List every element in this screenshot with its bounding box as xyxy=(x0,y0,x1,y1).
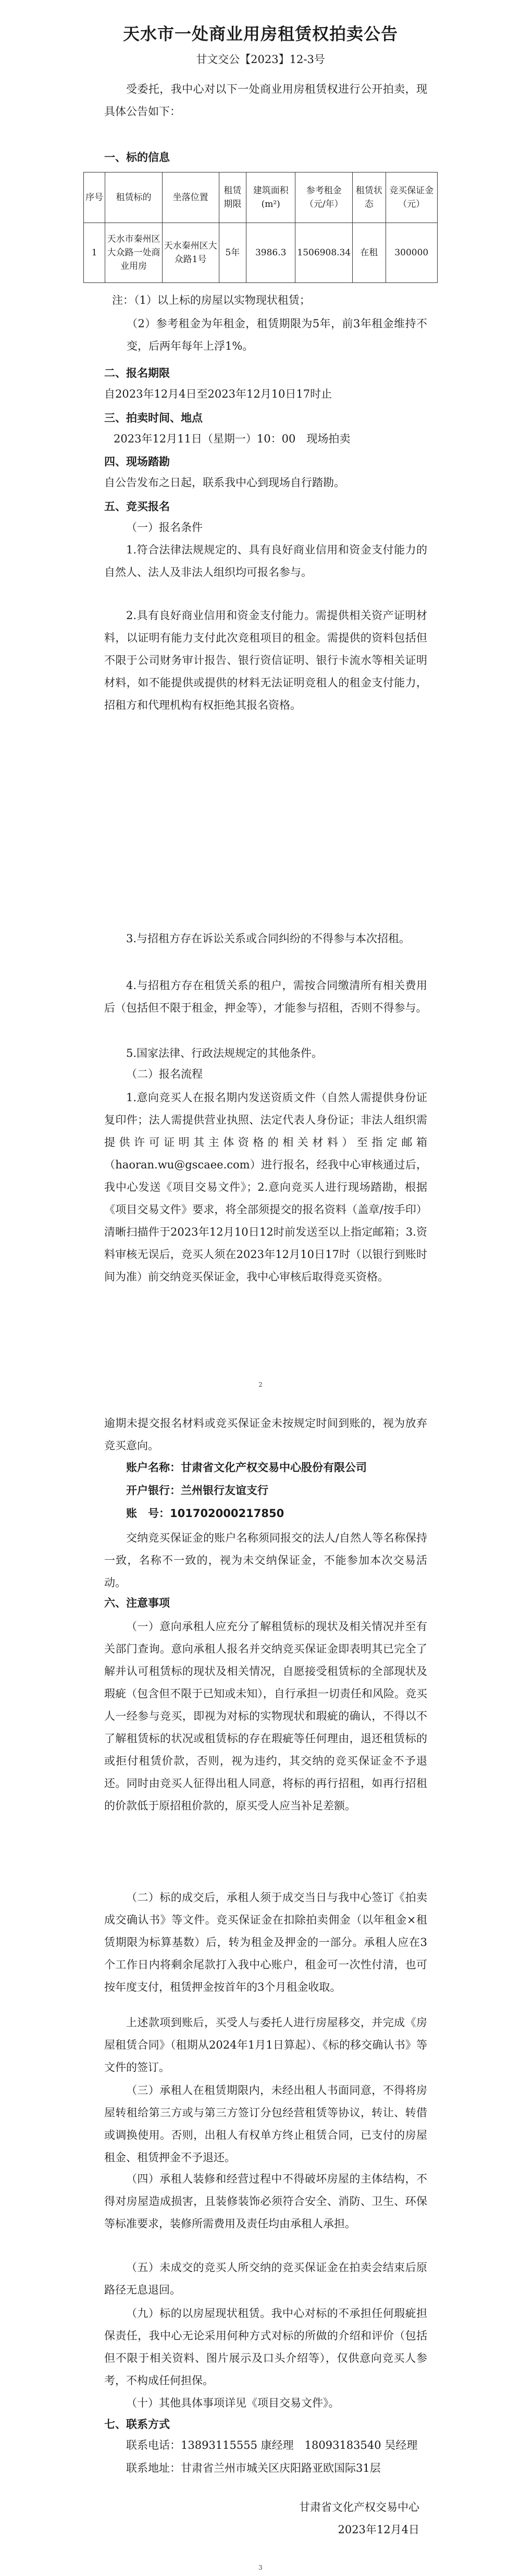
condition-1: 1.符合法律法规规定的、具有良好商业信用和资金支付能力的自然人、法人及非法人组织均可报名参与。 xyxy=(104,544,427,578)
site-inspection-text: 自公告发布之日起，联系我中心到现场自行踏勘。 xyxy=(104,476,345,489)
section-2-heading: 二、报名期限 xyxy=(104,367,170,379)
notice-2b: 上述款项到账后，买受人与委托人进行房屋移交，并完成《房屋租赁合同》（租期从2024年1月1日算起）、《标的移交确认书》等文件的签订。 xyxy=(104,2016,427,2074)
bank-name: 开户银行：兰州银行友谊支行 xyxy=(126,1484,268,1497)
notice-3: （三）承租人在租赁期限内，未经出租人书面同意，不得将房屋转租给第三方或与第三方签订分包经营租赁等协议，转让、转借或调换使用。否则，出租人有权单方终止租赁合同，已支付的房屋租金、租赁押金不予退还。 xyxy=(104,2084,427,2164)
deposit-note: 交纳竞买保证金的账户名称须同报交的法人/自然人等名称保持一致，名称不一致的，视为未交纳保证金，不能参加本次交易活动。 xyxy=(104,1532,427,1589)
page-1-continued xyxy=(0,605,521,865)
table-cell: 3986.3 xyxy=(246,223,295,283)
section-5-heading: 五、竞买报名 xyxy=(104,500,170,513)
table-cell: 1 xyxy=(84,223,105,283)
account-name: 账户名称：甘肃省文化产权交易中心股份有限公司 xyxy=(126,1461,367,1474)
condition-5: 5.国家法律、行政法规规定的其他条件。 xyxy=(126,1047,323,1059)
notice-1: （一）意向承租人应充分了解租赁标的现状及相关情况并至有关部门查询。意向承租人报名并交纳竞买保证金即表明其已完全了解并认可租赁标的现状及相关情况，自愿接受租赁标的全部现状及瑕疵（包含但不限于已知或未知），自行承担一切责任和风险。竞买人一经参与竞买，即视为对标的实物现状和瑕疵的确认，不得以不了解租赁标的状况或租赁标的存在瑕疵等任何理由，退还租赁标的或拒付租赁价款，否则，视为违约，其交纳的竞买保证金不予退还。同时由竞买人征得出租人同意，将标的再行招租，如再行招租的价款低于原招租价款的，原买受人应当补足差额。 xyxy=(104,1620,427,1812)
page-3 xyxy=(0,1527,521,2576)
listing-table xyxy=(83,172,438,283)
table-cell: 天水秦州区大众路1号 xyxy=(162,223,219,283)
registration-conditions-heading: （一）报名条件 xyxy=(126,521,203,534)
table-header-cell: 参考租金（元/年） xyxy=(295,172,353,223)
registration-period: 自2023年12月4日至2023年12月10日17时止 xyxy=(104,388,332,400)
page-title: 天水市一处商业用房租赁权拍卖公告 xyxy=(122,24,398,44)
table-header-row xyxy=(84,172,438,223)
table-cell: 5年 xyxy=(219,223,246,283)
contact-address: 联系地址：甘肃省兰州市城关区庆阳路亚欧国际31层 xyxy=(126,2462,381,2474)
notice-2: （二）标的成交后，承租人须于成交当日与我中心签订《拍卖成交确认书》等文件。竞买保证金在扣除拍卖佣金（以年租金×租赁期限为标算基数）后，转为租金及押金的一部分。承租人应在3个工作日内将剩余尾款打入我中心账户，租金可一次性付清，也可按年度支付，租赁押金按首年的3个月租金收取。 xyxy=(104,1891,427,1993)
condition-2: 2.具有良好商业信用和资金支付能力。需提供相关资产证明材料，以证明有能力支付此次竞租项目的租金。需提供的资料包括但不限于公司财务审计报告、银行资信证明、银行卡流水等相关证明材料，如不能提供或提供的材料无法证明竞租人的租金支付能力，招租方和代理机构有权拒绝其报名资格。 xyxy=(104,609,427,711)
late-registration-note: 逾期未提交报名材料或竞买保证金未按规定时间到账的，视为放弃竞买意向。 xyxy=(104,1417,427,1452)
table-cell: 天水市秦州区大众路一处商业用房 xyxy=(105,223,162,283)
notice-4: （四）承租人装修和经营过程中不得破坏房屋的主体结构，不得对房屋造成损害，且装修装饰必须符合安全、消防、卫生、环保等标准要求，装修所需费用及责任均由承租人承担。 xyxy=(104,2173,427,2230)
condition-3: 3.与招租方存在诉讼关系或合同纠纷的不得参与本次招租。 xyxy=(126,932,411,945)
table-note-2: （2）参考租金为年租金，租赁期限为5年，前3年租金维持不变，后两年每年上浮1%。 xyxy=(127,317,427,352)
process-steps: 1.意向竞买人在报名期内发送资质文件（自然人需提供身份证复印件；法人需提供营业执照、法定代表人身份证；非法人组织需提供许可证明其主体资格的相关材料）至指定邮箱（haoran.wu@gscaee.com）进行报名，经我中心审核通过后，我中心发送《项目交易文件》；2.意向竞买人进行现场踏勘，根据《项目交易文件》要求，将全部须提交的报名资料（盖章/按手印）清晰扫描件于2023年12月10日12时前发送至以上指定邮箱；3.资料审核无误后，竞买人须在2023年12月10日17时（以银行到账时间为准）前交纳竞买保证金，我中心审核后取得竞买资格。 xyxy=(104,1091,427,1283)
table-cell: 在租 xyxy=(353,223,386,283)
notice-9: （九）标的以房屋现状租赁。我中心对标的不承担任何瑕疵担保责任，我中心无论采用何种方式对标的所做的介绍和评价（包括但不限于相关资料、图片展示及口头介绍等），仅供意向竞买人参考，不构成任何担保。 xyxy=(104,2307,427,2387)
table-cell: 300000 xyxy=(386,223,437,283)
section-3-heading: 三、拍卖时间、地点 xyxy=(104,412,203,424)
registration-process-heading: （二）报名流程 xyxy=(126,1068,203,1080)
table-cell: 1506908.34 xyxy=(295,223,353,283)
condition-4: 4.与招租方存在租赁关系的租户，需按合同缴清所有相关费用后（包括但不限于租金，押金等），才能参与招租，否则不得参与。 xyxy=(104,979,427,1014)
page-number: 3 xyxy=(258,2564,263,2571)
page-number: 2 xyxy=(258,1381,263,1388)
page-2 xyxy=(0,928,521,1553)
table-header-cell: 竞买保证金（元） xyxy=(386,172,437,223)
signature-org: 甘肃省文化产权交易中心 xyxy=(299,2501,419,2513)
table-header-cell: 建筑面积(m²) xyxy=(246,172,295,223)
table-header-cell: 序号 xyxy=(84,172,105,223)
notice-10: （十）其他具体事项详见《项目交易文件》。 xyxy=(126,2397,340,2409)
table-header-cell: 坐落位置 xyxy=(162,172,219,223)
section-6-heading: 六、注意事项 xyxy=(104,1597,170,1609)
section-1-heading: 一、标的信息 xyxy=(104,151,170,164)
table-header-cell: 租赁标的 xyxy=(105,172,162,223)
account-number: 账 号：101702000217850 xyxy=(126,1507,284,1520)
contact-phone: 联系电话：13893115555 康经理 18093183540 吴经理 xyxy=(126,2439,418,2451)
document-number: 甘文交公【2023】12-3号 xyxy=(196,53,325,66)
notice-5: （五）未成交的竞买人所交纳的竞买保证金在拍卖会结束后原路径无息退回。 xyxy=(104,2261,427,2296)
table-note-1: 注：（1）以上标的房屋以实物现状租赁； xyxy=(112,294,311,306)
signature-date: 2023年12月4日 xyxy=(338,2523,419,2536)
intro-paragraph: 受委托，我中心对以下一处商业用房租赁权进行公开拍卖，现具体公告如下： xyxy=(104,83,427,118)
table-row xyxy=(84,223,438,283)
auction-time-place: 2023年12月11日（星期一）10：00 现场拍卖 xyxy=(114,433,351,445)
section-7-heading: 七、联系方式 xyxy=(104,2418,170,2431)
section-4-heading: 四、现场踏勘 xyxy=(104,455,170,468)
table-header-cell: 租赁期限 xyxy=(219,172,246,223)
table-header-cell: 租赁状态 xyxy=(353,172,386,223)
